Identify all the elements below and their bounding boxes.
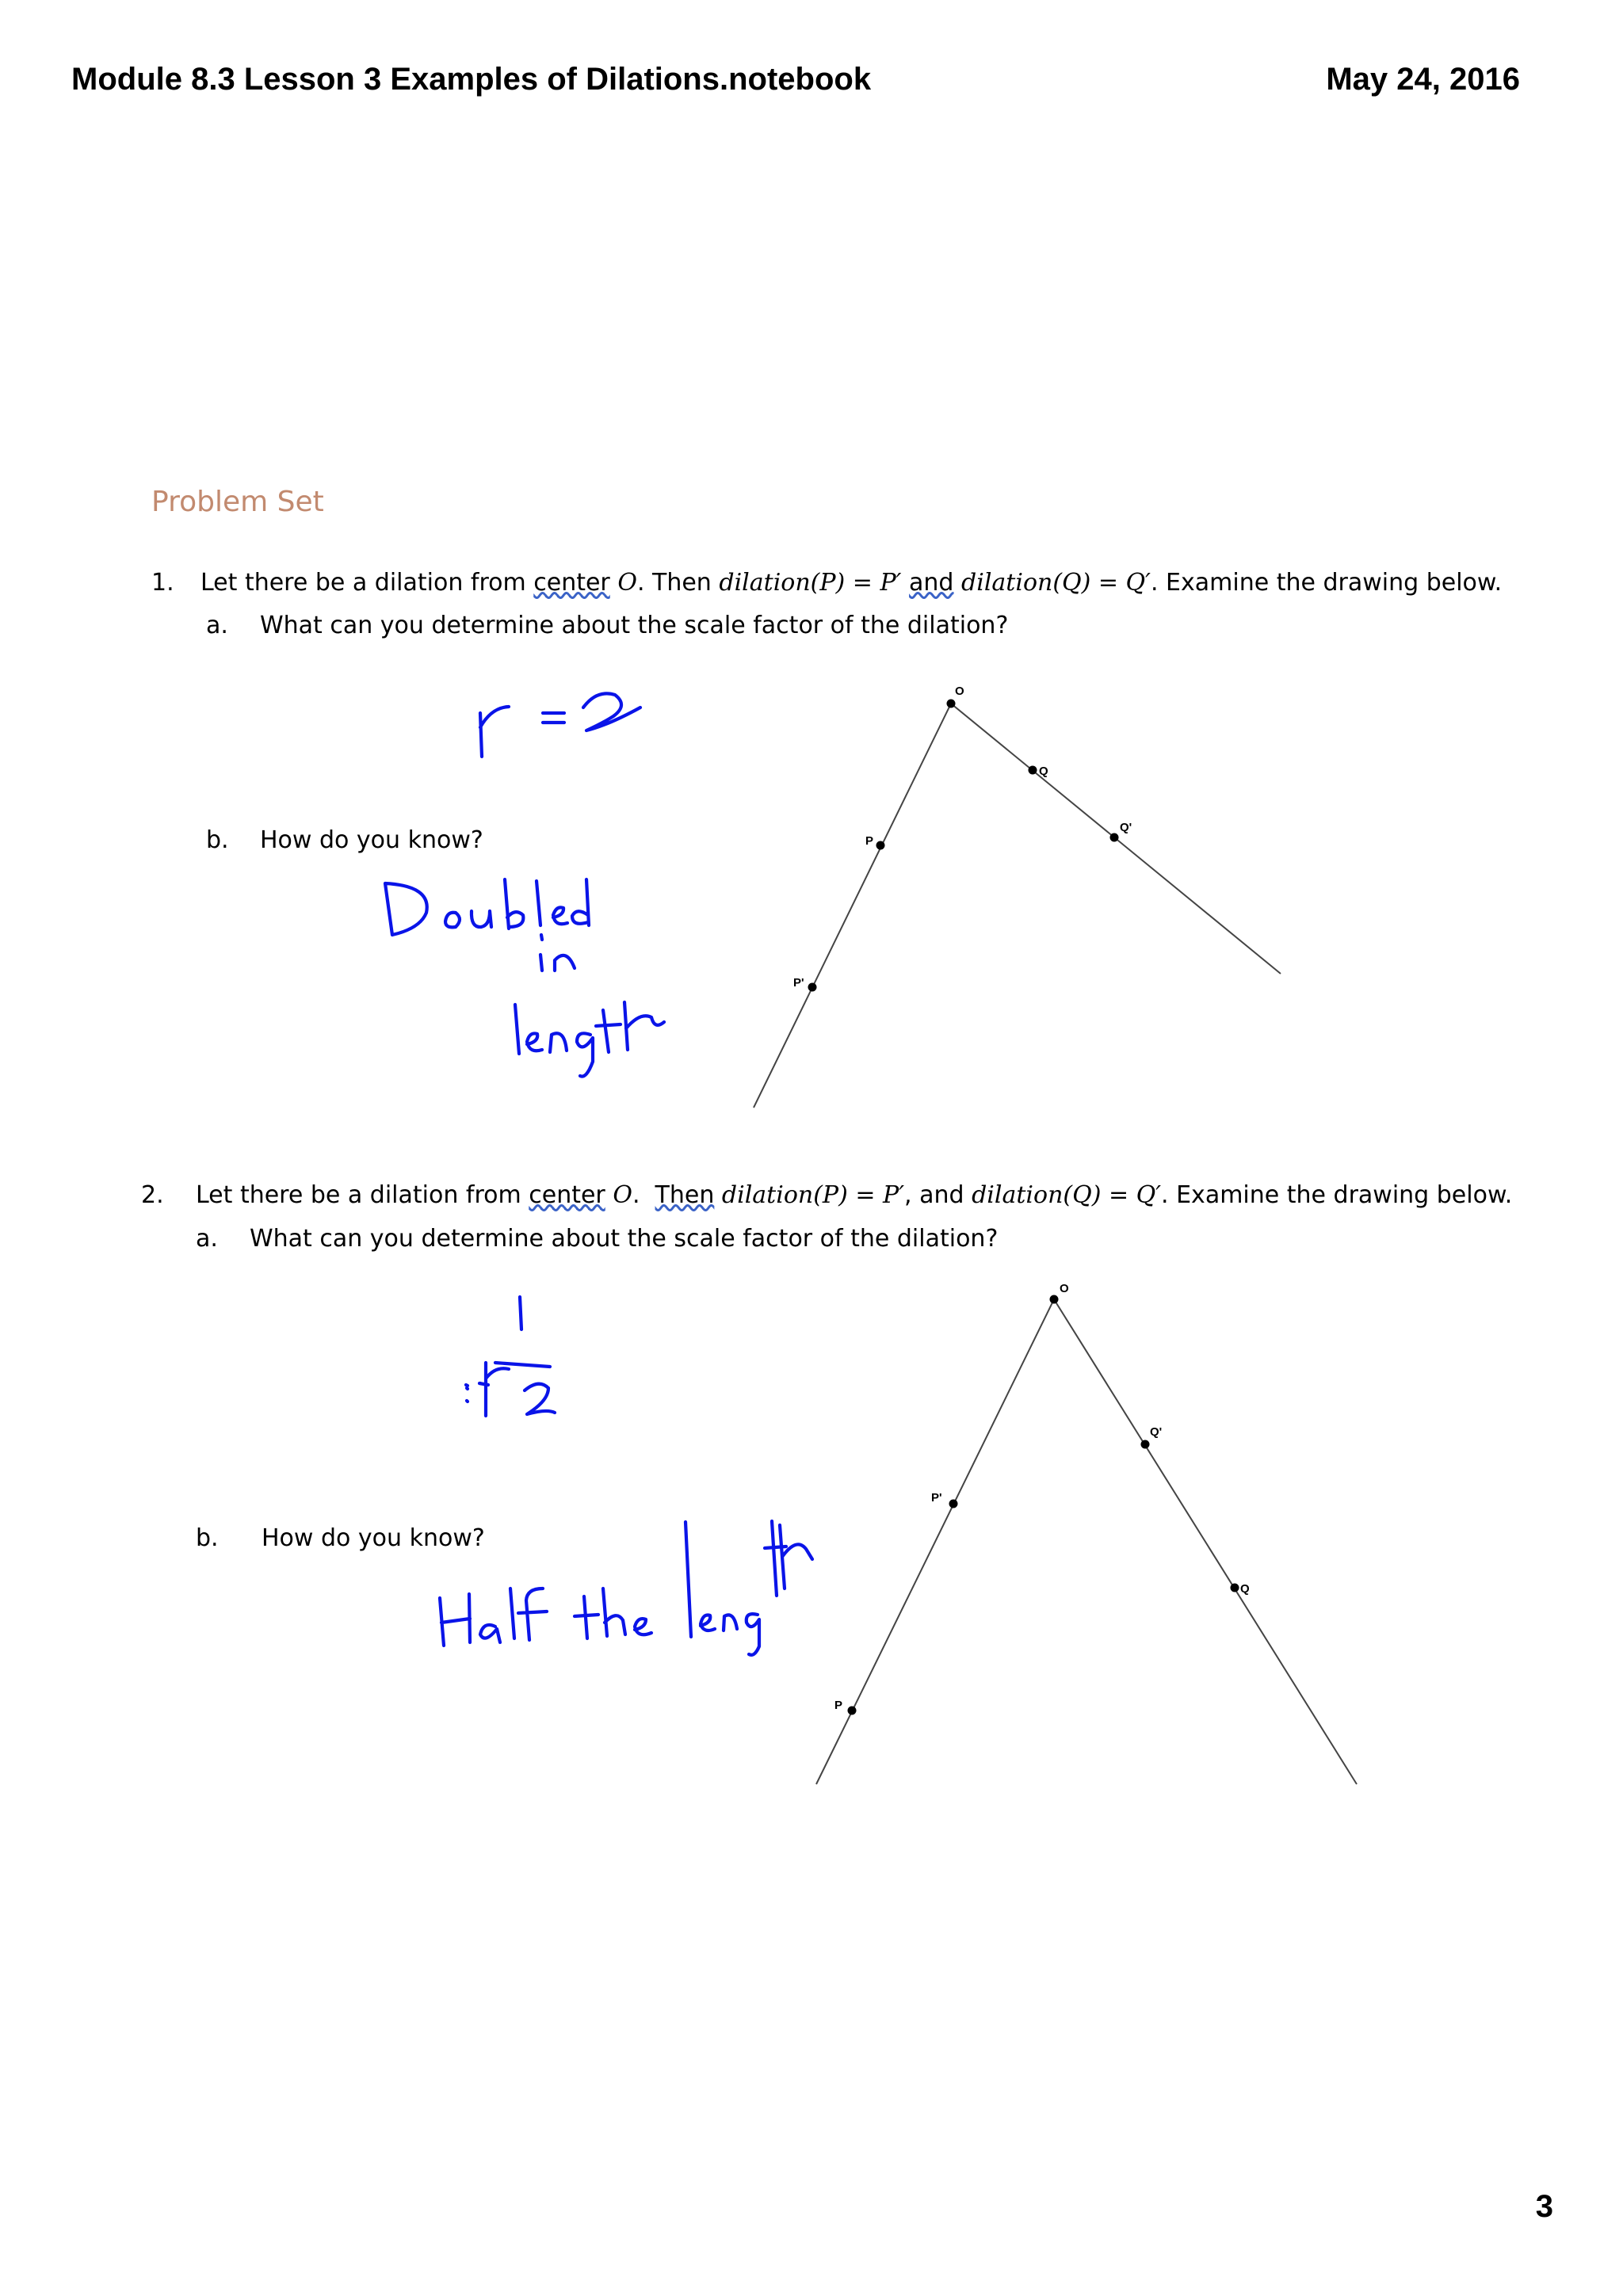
problem-2a-label: a.: [196, 1225, 218, 1253]
page-number: 3: [1535, 2189, 1553, 2224]
handwritten-answer-1a: [480, 693, 640, 757]
label-p-prime-2: P': [931, 1491, 942, 1505]
problem-2-center-word: center: [529, 1181, 605, 1209]
problem-1b-label: b.: [206, 826, 229, 854]
problem-2-stem: Let there be a dilation from center O. Then dilation(P) = P′, and dilation(Q) = Q′. Examine the drawing below.: [196, 1181, 1513, 1209]
diagram-2: [816, 1282, 1357, 1784]
handwritten-answer-2b: [440, 1521, 812, 1655]
label-o-2: O: [1060, 1282, 1069, 1295]
point-p-1: [876, 841, 885, 850]
diagram-1: [754, 685, 1281, 1108]
problem-1-dilation-q: dilation(Q) = Q′: [961, 569, 1151, 597]
point-q-2: [1231, 1584, 1239, 1592]
label-q-1: Q: [1039, 765, 1048, 778]
document-date: May 24, 2016: [1326, 62, 1520, 97]
handwritten-answer-2a: [466, 1297, 555, 1416]
problem-1a-text: What can you determine about the scale factor of the dilation?: [260, 612, 1009, 639]
problem-2b-text: How do you know?: [262, 1524, 485, 1552]
point-p-prime-1: [808, 983, 817, 992]
label-p-1: P: [865, 834, 874, 848]
problem-1-and-word: and: [909, 569, 954, 597]
problem-2-dilation-q: dilation(Q) = Q′: [972, 1181, 1162, 1209]
problem-2a-text: What can you determine about the scale factor of the dilation?: [250, 1225, 999, 1253]
problem-2-stem-and: , and: [904, 1181, 972, 1209]
point-o-1: [947, 700, 956, 708]
label-q-2: Q: [1240, 1582, 1250, 1596]
problem-1-stem-end: . Examine the drawing below.: [1150, 569, 1503, 597]
problem-1-stem-text: Let there be a dilation from: [200, 569, 534, 597]
point-q-prime-1: [1110, 833, 1119, 842]
problem-1-dilation-p: dilation(P) = P′: [719, 569, 902, 597]
problem-1-stem-then: . Then: [636, 569, 720, 597]
problem-2-stem-end: . Examine the drawing below.: [1161, 1181, 1513, 1209]
handwritten-answer-1b: [385, 879, 664, 1077]
problem-1-number: 1.: [151, 569, 174, 597]
point-p-2: [848, 1707, 857, 1715]
point-o-2: [1050, 1295, 1059, 1304]
problem-set-heading: Problem Set: [151, 486, 324, 518]
point-q-prime-2: [1141, 1440, 1150, 1449]
label-o-1: O: [955, 685, 964, 698]
problem-2b-label: b.: [196, 1524, 219, 1552]
problem-1-center-word: center: [533, 569, 610, 597]
label-q-prime-1: Q': [1120, 821, 1132, 834]
problem-1-center-symbol: O: [617, 569, 637, 597]
point-p-prime-2: [949, 1500, 958, 1508]
problem-2-dilation-p: dilation(P) = P′: [721, 1181, 905, 1209]
problem-2-center-symbol: O: [613, 1181, 632, 1209]
document-title: Module 8.3 Lesson 3 Examples of Dilations.notebook: [71, 62, 872, 97]
problem-1b-text: How do you know?: [260, 826, 483, 854]
point-q-1: [1029, 766, 1037, 775]
problem-1a-label: a.: [206, 612, 228, 639]
label-q-prime-2: Q': [1150, 1425, 1163, 1439]
label-p-prime-1: P': [793, 976, 804, 990]
label-p-2: P: [834, 1699, 843, 1712]
problem-2-then-word: Then: [655, 1181, 715, 1209]
problem-2-stem-text: Let there be a dilation from: [196, 1181, 529, 1209]
ray-oq-2: [1054, 1299, 1357, 1784]
problem-2-number: 2.: [141, 1181, 164, 1209]
ray-op-1: [754, 704, 951, 1108]
